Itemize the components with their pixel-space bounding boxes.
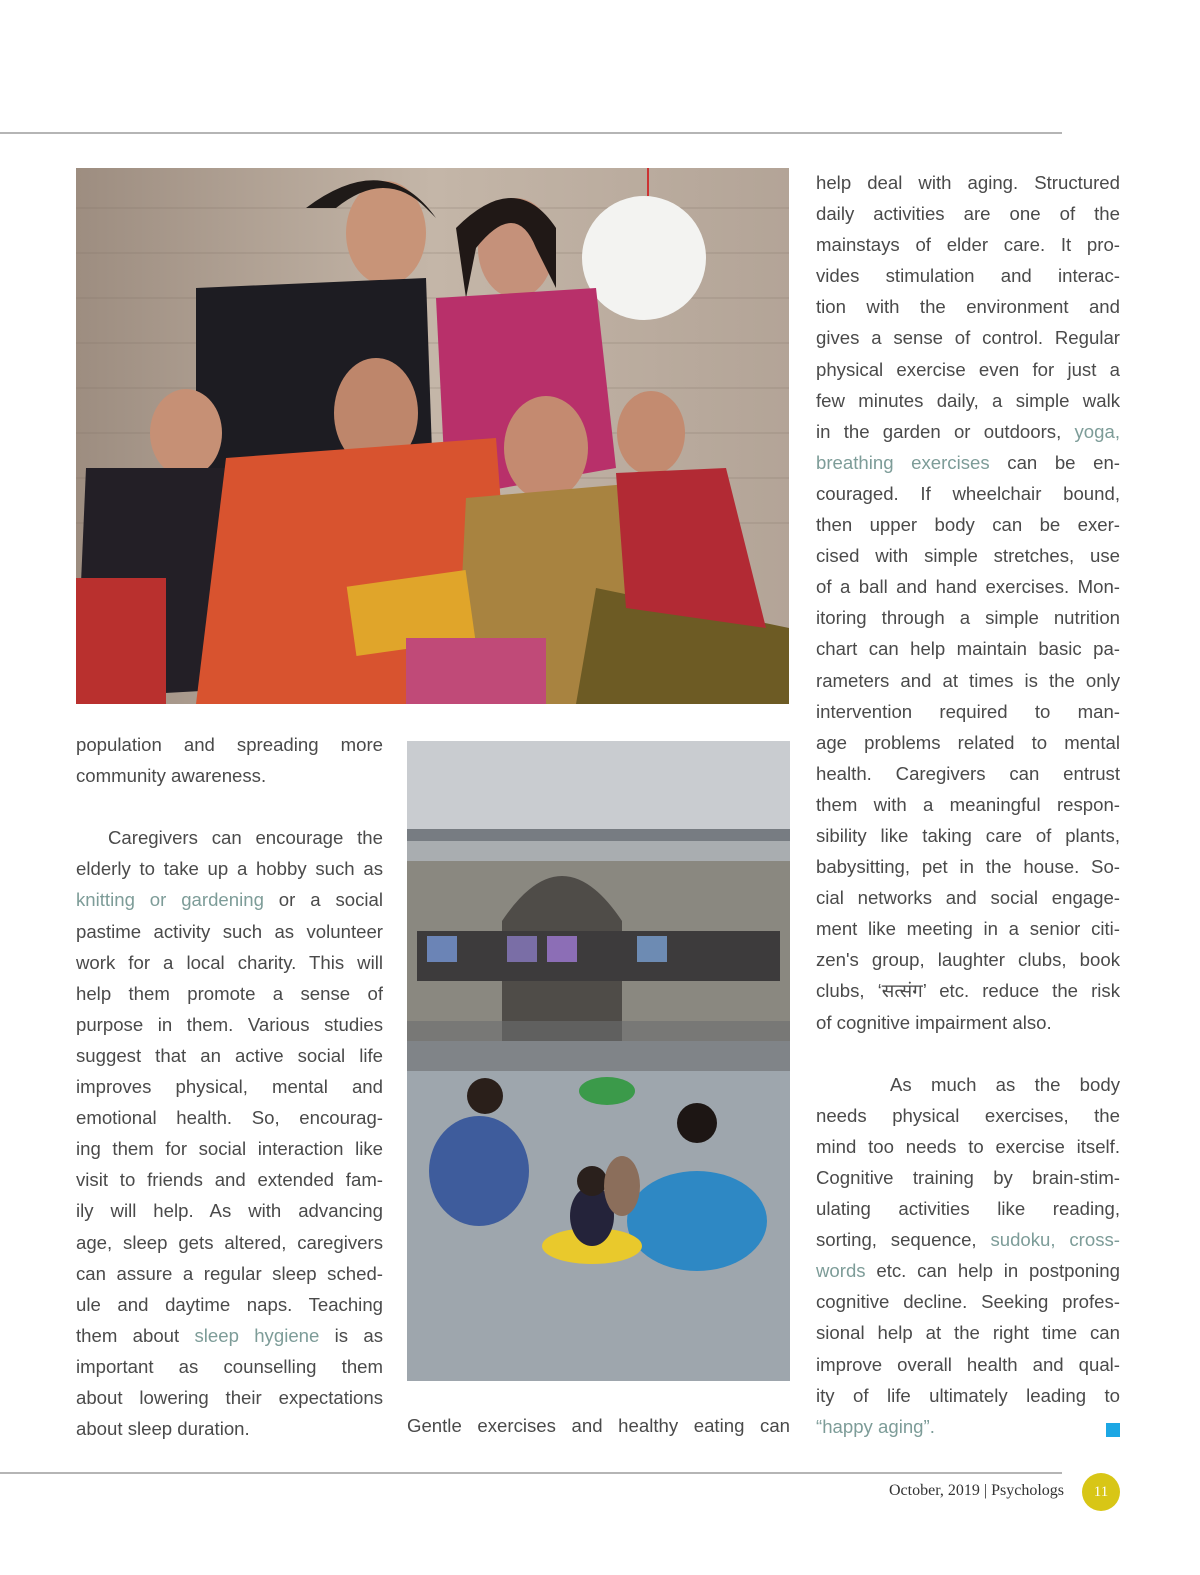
text-line: [816, 509, 1120, 540]
inline-link[interactable]: sleep hygiene: [194, 1324, 320, 1346]
text-segment: ment like meeting in a senior citi-: [816, 918, 1120, 940]
text-segment: rameters and at times is the only: [816, 669, 1120, 691]
text-segment: ing them for social interaction like: [76, 1138, 383, 1160]
text-segment: can assure a regular sleep sched-: [76, 1262, 383, 1284]
text-line: [816, 975, 1120, 1006]
text-segment: tion with the environment and: [816, 296, 1120, 318]
text-line: [816, 260, 1120, 291]
text-segment: daily activities are one of the: [816, 203, 1120, 225]
text-segment: them with a meaningful respon-: [816, 793, 1120, 815]
text-line: [816, 727, 1120, 758]
text-line: [816, 1286, 1120, 1317]
text-line: [76, 1413, 383, 1444]
text-line: [76, 916, 383, 947]
footer-rule: [0, 1472, 1062, 1474]
text-segment: couraged. If wheelchair bound,: [816, 482, 1120, 504]
text-segment: cognitive decline. Seeking profes-: [816, 1291, 1120, 1313]
inline-link[interactable]: breathing exercises: [816, 451, 990, 473]
text-segment: or a social: [263, 889, 383, 911]
text-segment: itoring through a simple nutrition: [816, 607, 1120, 629]
text-segment: chart can help maintain basic pa-: [816, 638, 1120, 660]
text-segment: in the garden or outdoors,: [816, 420, 1075, 442]
text-line: [816, 913, 1120, 944]
paragraph-spacer: [816, 1038, 1120, 1069]
text-segment: ity of life ultimately leading to: [816, 1384, 1120, 1406]
end-of-article-mark: [1106, 1423, 1120, 1437]
text-line: [816, 1411, 1120, 1442]
text-line: [816, 1255, 1120, 1286]
paragraph-spacer: [76, 791, 383, 822]
text-segment: sorting, sequence,: [816, 1229, 991, 1251]
text-line: [816, 789, 1120, 820]
text-segment: gives a sense of control. Regular: [816, 327, 1120, 349]
text-segment: help deal with aging. Structured: [816, 172, 1120, 193]
inline-link[interactable]: yoga,: [1074, 420, 1120, 442]
text-line: [816, 633, 1120, 664]
text-line: [816, 571, 1120, 602]
text-segment: then upper body can be exer-: [816, 514, 1120, 536]
text-line: [816, 758, 1120, 789]
text-segment: visit to friends and extended fam-: [76, 1169, 383, 1191]
column-right-text: [816, 167, 1120, 1442]
page-number-badge: 11: [1082, 1473, 1120, 1511]
column-left-text: [76, 729, 383, 1444]
text-line: [76, 884, 383, 915]
text-segment: vides stimulation and interac-: [816, 265, 1120, 287]
text-line: [816, 447, 1120, 478]
text-line: [816, 851, 1120, 882]
text-segment: emotional health. So, encourag-: [76, 1107, 383, 1129]
text-segment: improve overall health and qual-: [816, 1353, 1120, 1375]
text-line: [816, 696, 1120, 727]
text-line: [76, 1071, 383, 1102]
text-line: [816, 354, 1120, 385]
footer-issue-text: October, 2019 | Psychologs: [889, 1482, 1064, 1499]
text-segment: about lowering their expectations: [76, 1386, 383, 1408]
text-line: [76, 1164, 383, 1195]
text-line: [76, 1382, 383, 1413]
temple-photo: [407, 741, 790, 1381]
text-segment: ily will help. As with advancing: [76, 1200, 383, 1222]
text-line: [816, 1162, 1120, 1193]
text-segment: intervention required to man-: [816, 700, 1120, 722]
text-line: [816, 820, 1120, 851]
text-line: [76, 1289, 383, 1320]
text-segment: improves physical, mental and: [76, 1076, 383, 1098]
inline-link[interactable]: “happy aging”.: [816, 1415, 935, 1437]
text-line: [816, 416, 1120, 447]
text-segment: is as: [319, 1324, 383, 1346]
text-segment: elderly to take up a hobby such as: [76, 858, 383, 880]
text-segment: physical exercise even for just a: [816, 358, 1120, 380]
text-line: [816, 540, 1120, 571]
text-line: [816, 1380, 1120, 1411]
text-line: [76, 947, 383, 978]
text-segment: few minutes daily, a simple walk: [816, 389, 1120, 411]
text-line: [76, 1102, 383, 1133]
text-segment: them about: [76, 1324, 195, 1346]
text-line: [76, 1133, 383, 1164]
text-line: [816, 944, 1120, 975]
text-line: [816, 1317, 1120, 1348]
header-rule: [0, 132, 1062, 134]
text-line: [76, 822, 383, 853]
text-segment: purpose in them. Various studies: [76, 1013, 383, 1035]
inline-link[interactable]: knitting or gardening: [76, 889, 264, 911]
text-segment: help them promote a sense of: [76, 982, 383, 1004]
text-segment: age problems related to mental: [816, 731, 1120, 753]
text-segment: age, sleep gets altered, caregivers: [76, 1231, 383, 1253]
text-line: [816, 1193, 1120, 1224]
text-segment: of cognitive impairment also.: [816, 1011, 1052, 1033]
family-photo: [76, 168, 789, 704]
text-line: [816, 1007, 1120, 1038]
text-line: [816, 478, 1120, 509]
text-segment: babysitting, pet in the house. So-: [816, 856, 1120, 878]
text-segment: ulating activities like reading,: [816, 1198, 1120, 1220]
text-segment: pastime activity such as volunteer: [76, 920, 383, 942]
text-line: [816, 602, 1120, 633]
text-line: [76, 729, 383, 760]
text-segment: can be en-: [989, 451, 1120, 473]
text-line: [816, 1349, 1120, 1380]
text-segment: of a ball and hand exercises. Mon-: [816, 576, 1120, 598]
text-segment: community awareness.: [76, 765, 267, 787]
text-line: [816, 1100, 1120, 1131]
text-line: [816, 198, 1120, 229]
text-line: [76, 1320, 383, 1351]
text-line: [816, 322, 1120, 353]
text-line: [76, 1227, 383, 1258]
text-segment: etc. can help in postponing: [865, 1260, 1120, 1282]
text-segment: important as counselling them: [76, 1355, 383, 1377]
text-segment: mind too needs to exercise itself.: [816, 1135, 1120, 1157]
text-line: [816, 882, 1120, 913]
text-segment: cised with simple stretches, use: [816, 545, 1120, 567]
text-segment: health. Caregivers can entrust: [816, 762, 1120, 784]
text-line: [76, 1040, 383, 1071]
text-segment: Cognitive training by brain-stim-: [816, 1167, 1120, 1188]
text-segment: about sleep duration.: [76, 1418, 250, 1440]
text-line: [816, 291, 1120, 322]
text-line: [76, 760, 383, 791]
text-segment: Caregivers can encourage the: [108, 827, 383, 849]
text-segment: cial networks and social engage-: [816, 887, 1120, 909]
text-line: [76, 1351, 383, 1382]
text-line: [816, 1131, 1120, 1162]
text-segment: clubs, ‘सत्संग’ etc. reduce the risk: [816, 980, 1120, 1002]
text-line: [76, 1195, 383, 1226]
text-line: [816, 665, 1120, 696]
text-line: [816, 1069, 1120, 1100]
text-segment: needs physical exercises, the: [816, 1104, 1120, 1126]
text-line: [816, 229, 1120, 260]
text-segment: zen's group, laughter clubs, book: [816, 949, 1120, 971]
text-line: [816, 167, 1120, 198]
text-line: [76, 853, 383, 884]
text-segment: work for a local charity. This will: [76, 951, 383, 973]
text-segment: sibility like taking care of plants,: [816, 824, 1120, 846]
text-line: [816, 1224, 1120, 1255]
text-line: [76, 978, 383, 1009]
text-line: [76, 1009, 383, 1040]
text-segment: ule and daytime naps. Teaching: [76, 1293, 383, 1315]
text-segment: suggest that an active social life: [76, 1044, 383, 1066]
inline-link[interactable]: words: [816, 1260, 866, 1282]
photo-caption: Gentle exercises and healthy eating can: [407, 1415, 790, 1436]
text-segment: As much as the body: [890, 1073, 1120, 1095]
text-segment: mainstays of elder care. It pro-: [816, 234, 1120, 256]
text-line: [76, 1258, 383, 1289]
text-line: [816, 385, 1120, 416]
inline-link[interactable]: sudoku, cross-: [990, 1229, 1120, 1251]
text-segment: sional help at the right time can: [816, 1322, 1120, 1344]
text-segment: population and spreading more: [76, 734, 383, 755]
